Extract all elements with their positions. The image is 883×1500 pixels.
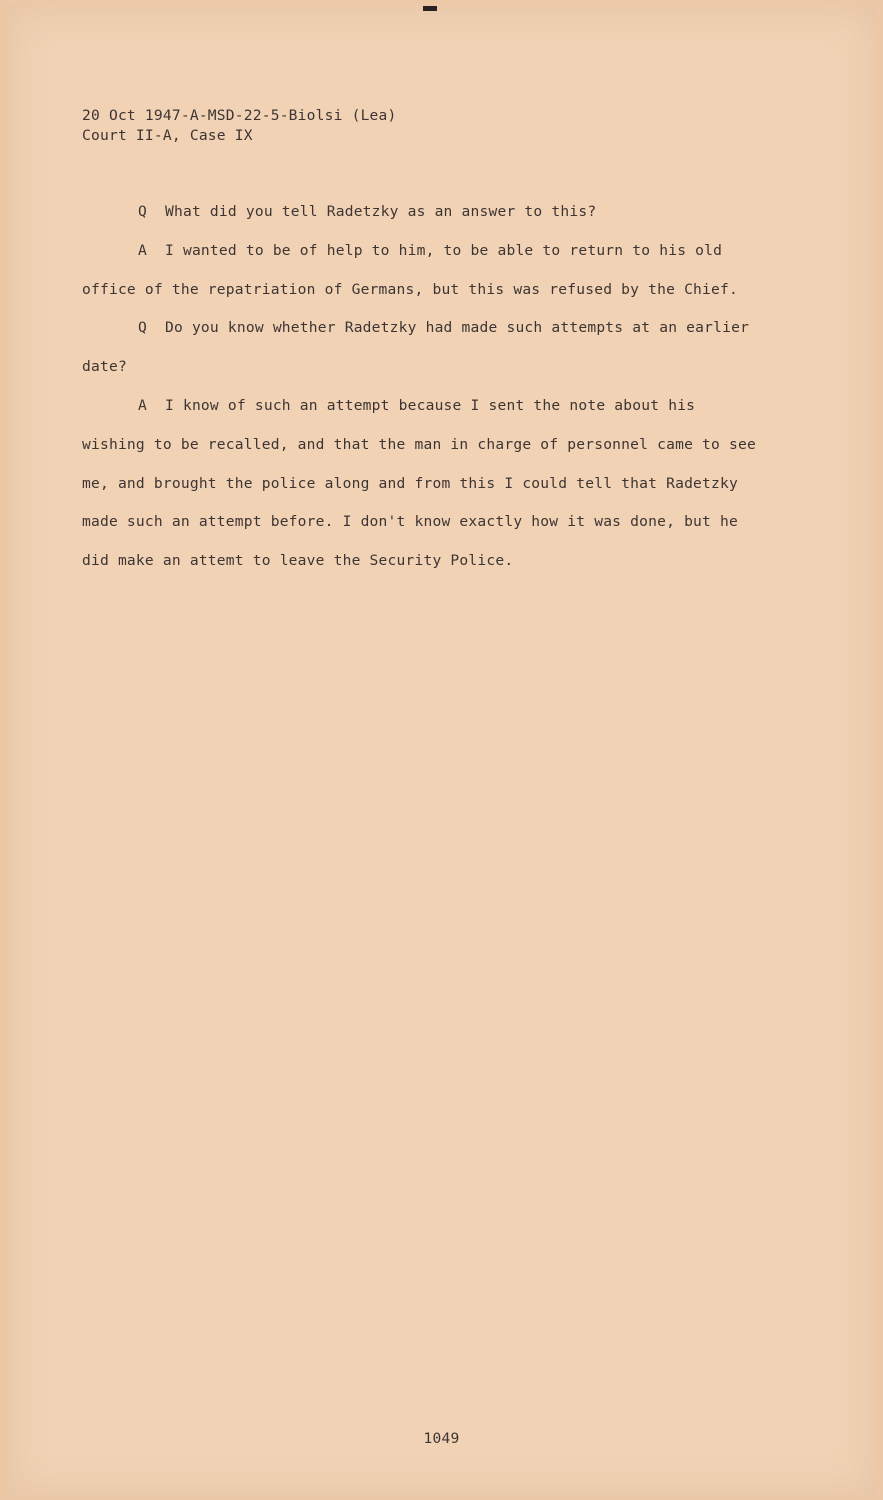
speaker-label: A <box>138 241 147 259</box>
speaker-label: A <box>138 396 147 414</box>
document-page <box>8 6 875 1496</box>
transcript-question <box>82 193 762 232</box>
transcript-answer <box>82 387 762 581</box>
transcript-question <box>82 309 762 387</box>
speaker-label: Q <box>138 319 147 337</box>
document-header <box>82 106 397 146</box>
speaker-label: Q <box>138 203 147 220</box>
transcript-text: What did you tell Radetzky as an answer to this? <box>164 203 597 220</box>
transcript-text: I wanted to be of help to him, to be able to return to his old office of the repatriation of Germans, but this was refused by the Chief. <box>82 241 738 298</box>
transcript-body <box>82 193 762 581</box>
header-court-line: Court II-A, Case IX <box>82 127 253 144</box>
transcript-text: I know of such an attempt because I sent the note about his wishing to be recalled, and that the man in charge of personnel came to see me, and brought the police along and from this I could tell that Radetzky made such an attempt before. I don't know exactly how it was done, but he did make an attemt to leave the Security Police. <box>82 396 756 570</box>
page-number: 1049 <box>423 1430 460 1447</box>
binding-mark <box>423 6 437 11</box>
header-date-line: 20 Oct 1947-A-MSD-22-5-Biolsi (Lea) <box>82 107 397 124</box>
transcript-text: Do you know whether Radetzky had made such attempts at an earlier date? <box>82 319 750 376</box>
transcript-answer <box>82 232 762 310</box>
